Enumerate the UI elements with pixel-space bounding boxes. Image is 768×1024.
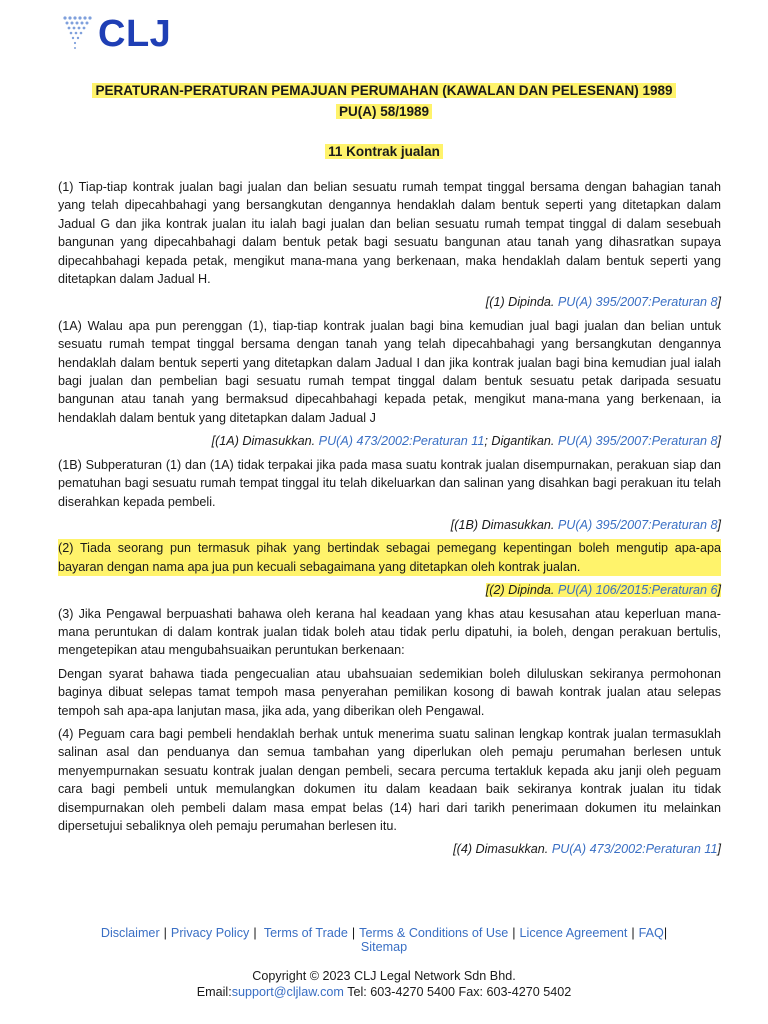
paragraph-4: (4) Peguam cara bagi pembeli hendaklah berhak untuk menerima suatu salinan lengkap kontrak jualan termasuklah salinan asal dan penduanya dan semua tambahan yang diperlukan oleh pemaju perumahan berlesen untuk menyempurnakan sesuatu kontrak jualan dengan pembeli, secara percuma tertakluk kepada aku janji oleh peguam cara bagi pembeli untuk memulangkan dokumen itu dalam keadaan baik sekiranya kontrak jualan itu tidak disempurnakan oleh pembeli dalam masa empat belas (14) hari dari tarikh penerimaan dokumen itu melainkan dipersetujui sebaliknya oleh pemaju perumahan berlesen itu. xyxy=(58,726,721,833)
support-email-link[interactable]: support@cljlaw.com xyxy=(231,985,344,999)
section-title: 11 Kontrak jualan xyxy=(325,144,443,159)
copyright-block xyxy=(0,968,768,1000)
paragraph-1b: (1B) Subperaturan (1) dan (1A) tidak terpakai jika pada masa suatu kontrak jualan disempurnakan, perakuan siap dan pematuhan bagi sesuatu rumah tempat tinggal itu telah dikeluarkan dan salinan yang disahkan bagi perakuan itu telah diserahkan kepada pembeli. xyxy=(58,457,721,509)
logo-text: CLJ xyxy=(98,13,172,55)
footer-link-terms-of-trade[interactable]: Terms of Trade xyxy=(263,926,348,940)
paragraph-3: (3) Jika Pengawal berpuashati bahawa oleh kerana hal keadaan yang khas atau kesusahan atau keperluan mana-mana peruntukan di dalam kontrak jualan tidak boleh atau tidak perlu dipatuhi, ia boleh, dengan perakuan bertulis, mengetepikan atau mengubahsuaikan peruntukan berkenaan: xyxy=(58,606,721,658)
section-heading xyxy=(0,144,768,159)
amendment-link[interactable]: PU(A) 395/2007:Peraturan 8 xyxy=(557,295,718,310)
note-text: [(2) Dipinda. xyxy=(485,583,558,598)
title-line-1: PERATURAN-PERATURAN PEMAJUAN PERUMAHAN (KAWALAN DAN PELESENAN) 1989 xyxy=(92,83,675,98)
paragraph-2: (2) Tiada seorang pun termasuk pihak yang bertindak sebagai pemegang kepentingan boleh mengutip apa-apa bayaran dengan nama apa jua pun kecuali sebagaimana yang ditetapkan oleh kontrak jualan. xyxy=(58,539,721,576)
note-text: [(1) Dipinda. xyxy=(485,295,558,310)
amendment-link[interactable]: PU(A) 106/2015:Peraturan 6 xyxy=(557,583,718,598)
document-title xyxy=(0,80,768,122)
note-text: ] xyxy=(717,434,721,449)
email-label: Email: xyxy=(196,985,232,999)
footer-links xyxy=(40,926,728,954)
footer-separator: | xyxy=(253,926,257,940)
amendment-link[interactable]: PU(A) 473/2002:Peraturan 11 xyxy=(318,434,485,449)
footer-link-sitemap[interactable]: Sitemap xyxy=(360,940,408,954)
footer-separator: | xyxy=(163,926,167,940)
footer-link-privacy-policy[interactable]: Privacy Policy xyxy=(170,926,250,940)
footer-separator: | xyxy=(512,926,516,940)
paragraph-3-proviso: Dengan syarat bahawa tiada pengecualian atau ubahsuaian sedemikian boleh diluluskan sekiranya permohonan baginya dibuat selepas tamat tempoh masa penyerahan pemilikan kosong di bawah kontrak jualan atau selepas tempoh sah apa-apa lanjutan masa, jika ada, yang diberikan oleh Pengawal. xyxy=(58,666,721,718)
highlighted-note xyxy=(486,583,721,597)
amendment-note-1b xyxy=(58,516,721,534)
phone-fax-text: Tel: 603-4270 5400 Fax: 603-4270 5402 xyxy=(343,985,572,999)
footer-link-faq[interactable]: FAQ xyxy=(638,926,664,940)
title-line-2: PU(A) 58/1989 xyxy=(336,104,432,119)
paragraph-1a: (1A) Walau apa pun perenggan (1), tiap-tiap kontrak jualan bagi bina kemudian jual bagi jualan dan belian untuk sesuatu rumah tempat tinggal bersama dengan tanah yang telah dipecahbahagi yang bersangkutan dengannya hendaklah dalam bentuk seperti yang ditetapkan dalam Jadual I dan jika kontrak jualan bagi bina kemudian jual ialah bagi jualan dan pembelian bagi sesuatu rumah tempat tinggal dalam bentuk sesuatu petak daripada sesuatu bangunan atau tanah yang bermaksud dipecahbahagi kepada petak, mengikut mana-mana yang berkenaan, ia hendaklah dalam bentuk yang ditetapkan dalam Jadual J xyxy=(58,318,721,425)
paragraph-1: (1) Tiap-tiap kontrak jualan bagi jualan dan belian sesuatu rumah tempat tinggal bersama dengan bahagian tanah yang telah dipecahbahagi yang bersangkutan dengannya hendaklah dalam bentuk seperti yang ditetapkan dalam Jadual G dan jika kontrak jualan itu ialah bagi jualan dan belian sesuatu rumah tempat tinggal di dalam sesebuah bangunan yang dipecahbahagi dalam bentuk petak bagi sesuatu bangunan atau tanah yang dihasratkan supaya dipecahbahagi kepada petak, mengikut mana-mana yang berkenaan, maka hendaklah dalam bentuk seperti yang ditetapkan dalam Jadual H. xyxy=(58,180,721,287)
footer-link-disclaimer[interactable]: Disclaimer xyxy=(100,926,160,940)
footer-separator: | xyxy=(663,926,668,940)
note-text: ] xyxy=(717,842,721,857)
footer-link-licence-agreement[interactable]: Licence Agreement xyxy=(519,926,628,940)
amendment-link[interactable]: PU(A) 395/2007:Peraturan 8 xyxy=(557,434,718,449)
note-text: ; Digantikan. xyxy=(484,434,558,449)
note-text: ] xyxy=(717,517,721,532)
copyright-text: Copyright © 2023 CLJ Legal Network Sdn Bhd. xyxy=(252,969,516,983)
footer-separator: | xyxy=(631,926,635,940)
amendment-link[interactable]: PU(A) 395/2007:Peraturan 8 xyxy=(557,517,718,532)
note-text: [(4) Dimasukkan. xyxy=(453,842,552,857)
clj-logo[interactable] xyxy=(62,14,171,54)
clj-logo-mark-icon xyxy=(62,14,92,54)
amendment-note-1 xyxy=(58,293,721,311)
note-text: ] xyxy=(717,295,721,310)
footer-separator: | xyxy=(351,926,356,940)
amendment-note-1a xyxy=(58,432,721,450)
note-text: [(1B) Dimasukkan. xyxy=(450,517,558,532)
footer-link-terms-conditions[interactable]: Terms & Conditions of Use xyxy=(359,926,509,940)
amendment-link[interactable]: PU(A) 473/2002:Peraturan 11 xyxy=(551,842,718,857)
note-text: [(1A) Dimasukkan. xyxy=(211,434,319,449)
section-content xyxy=(58,178,721,864)
amendment-note-4 xyxy=(58,840,721,858)
note-text: ] xyxy=(717,583,721,598)
amendment-note-2 xyxy=(58,581,721,599)
